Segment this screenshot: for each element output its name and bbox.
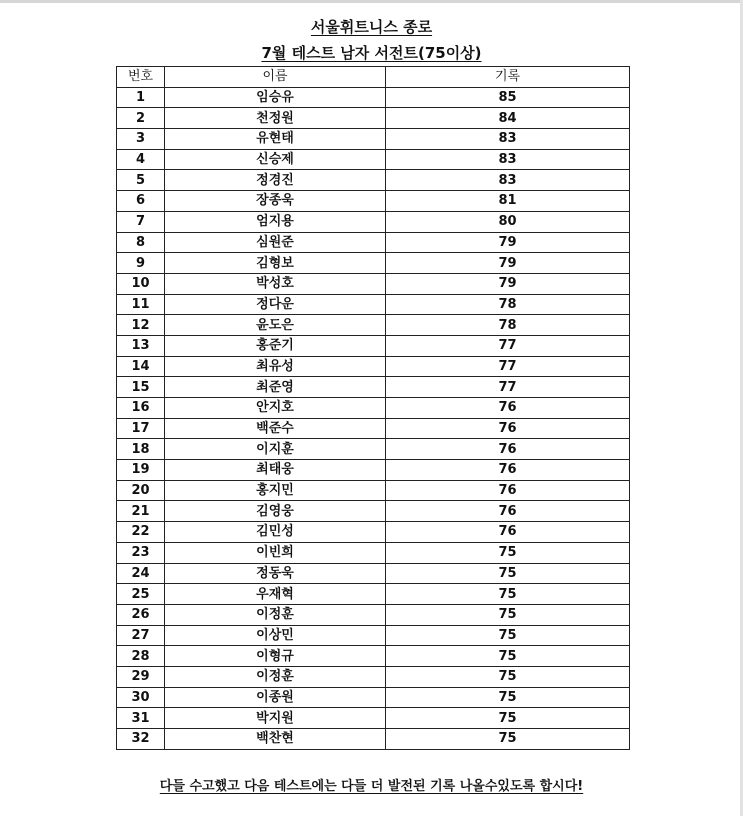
cell-name: 이종원 xyxy=(165,687,386,708)
cell-name: 우재혁 xyxy=(165,584,386,605)
cell-name: 박지원 xyxy=(165,708,386,729)
table-row xyxy=(117,87,630,108)
header-record: 기록 xyxy=(386,67,630,88)
table-row xyxy=(117,646,630,667)
cell-record: 78 xyxy=(386,315,630,336)
cell-number: 16 xyxy=(117,398,165,419)
cell-record: 83 xyxy=(386,129,630,150)
cell-number: 12 xyxy=(117,315,165,336)
table-row xyxy=(117,522,630,543)
document-title-text: 서울휘트니스 종로 xyxy=(310,18,433,36)
cell-record: 79 xyxy=(386,253,630,274)
table-header xyxy=(117,67,630,88)
cell-name: 이상민 xyxy=(165,625,386,646)
cell-number: 11 xyxy=(117,294,165,315)
header-row xyxy=(117,67,630,88)
cell-number: 25 xyxy=(117,584,165,605)
cell-record: 75 xyxy=(386,666,630,687)
cell-number: 9 xyxy=(117,253,165,274)
cell-number: 21 xyxy=(117,501,165,522)
table-row xyxy=(117,480,630,501)
cell-name: 박성호 xyxy=(165,273,386,294)
cell-record: 75 xyxy=(386,542,630,563)
table-row xyxy=(117,273,630,294)
cell-number: 32 xyxy=(117,729,165,750)
table-row xyxy=(117,542,630,563)
cell-number: 23 xyxy=(117,542,165,563)
table-row xyxy=(117,418,630,439)
table-row xyxy=(117,604,630,625)
cell-number: 22 xyxy=(117,522,165,543)
records-table xyxy=(116,66,630,750)
cell-name: 윤도은 xyxy=(165,315,386,336)
table-row xyxy=(117,294,630,315)
cell-record: 76 xyxy=(386,439,630,460)
cell-number: 28 xyxy=(117,646,165,667)
cell-record: 85 xyxy=(386,87,630,108)
cell-name: 유현태 xyxy=(165,129,386,150)
cell-number: 4 xyxy=(117,149,165,170)
cell-number: 8 xyxy=(117,232,165,253)
table-row xyxy=(117,253,630,274)
cell-name: 김형보 xyxy=(165,253,386,274)
cell-name: 이정훈 xyxy=(165,666,386,687)
cell-record: 75 xyxy=(386,729,630,750)
table-row xyxy=(117,708,630,729)
cell-number: 15 xyxy=(117,377,165,398)
cell-name: 천정원 xyxy=(165,108,386,129)
cell-name: 신승제 xyxy=(165,149,386,170)
table-row xyxy=(117,398,630,419)
cell-number: 18 xyxy=(117,439,165,460)
cell-record: 77 xyxy=(386,356,630,377)
table-row xyxy=(117,377,630,398)
cell-number: 29 xyxy=(117,666,165,687)
cell-number: 19 xyxy=(117,460,165,481)
table-row xyxy=(117,170,630,191)
cell-name: 홍준기 xyxy=(165,335,386,356)
document-subtitle xyxy=(0,42,743,63)
cell-number: 10 xyxy=(117,273,165,294)
table-row xyxy=(117,191,630,212)
cell-name: 정경진 xyxy=(165,170,386,191)
table-row xyxy=(117,211,630,232)
table-row xyxy=(117,108,630,129)
cell-record: 84 xyxy=(386,108,630,129)
cell-name: 최태웅 xyxy=(165,460,386,481)
cell-record: 75 xyxy=(386,584,630,605)
cell-name: 심원준 xyxy=(165,232,386,253)
cell-name: 김영웅 xyxy=(165,501,386,522)
cell-name: 백준수 xyxy=(165,418,386,439)
table-row xyxy=(117,315,630,336)
cell-record: 75 xyxy=(386,646,630,667)
cell-record: 75 xyxy=(386,625,630,646)
table-row xyxy=(117,729,630,750)
cell-number: 24 xyxy=(117,563,165,584)
cell-record: 80 xyxy=(386,211,630,232)
cell-record: 75 xyxy=(386,604,630,625)
footer-message-text: 다들 수고했고 다음 테스트에는 다들 더 발전된 기록 나올수있도록 합시다! xyxy=(159,779,584,794)
cell-number: 31 xyxy=(117,708,165,729)
cell-number: 7 xyxy=(117,211,165,232)
table-row xyxy=(117,584,630,605)
cell-record: 81 xyxy=(386,191,630,212)
cell-record: 79 xyxy=(386,273,630,294)
cell-number: 20 xyxy=(117,480,165,501)
cell-number: 5 xyxy=(117,170,165,191)
cell-number: 14 xyxy=(117,356,165,377)
table-row xyxy=(117,335,630,356)
cell-name: 이빈희 xyxy=(165,542,386,563)
cell-name: 엄지용 xyxy=(165,211,386,232)
cell-record: 83 xyxy=(386,149,630,170)
cell-record: 79 xyxy=(386,232,630,253)
cell-name: 최유성 xyxy=(165,356,386,377)
table-row xyxy=(117,625,630,646)
header-name: 이름 xyxy=(165,67,386,88)
header-number: 번호 xyxy=(117,67,165,88)
cell-record: 75 xyxy=(386,687,630,708)
cell-record: 76 xyxy=(386,460,630,481)
cell-record: 75 xyxy=(386,563,630,584)
cell-number: 2 xyxy=(117,108,165,129)
document-subtitle-text: 7월 테스트 남자 서전트(75이상) xyxy=(261,44,482,62)
cell-name: 장종욱 xyxy=(165,191,386,212)
table-row xyxy=(117,232,630,253)
cell-number: 30 xyxy=(117,687,165,708)
cell-number: 1 xyxy=(117,87,165,108)
cell-record: 77 xyxy=(386,335,630,356)
cell-name: 이형규 xyxy=(165,646,386,667)
cell-record: 77 xyxy=(386,377,630,398)
cell-record: 78 xyxy=(386,294,630,315)
cell-name: 이정훈 xyxy=(165,604,386,625)
cell-name: 최준영 xyxy=(165,377,386,398)
document-title xyxy=(0,16,743,37)
table-row xyxy=(117,460,630,481)
cell-record: 76 xyxy=(386,522,630,543)
table-row xyxy=(117,356,630,377)
table-row xyxy=(117,501,630,522)
cell-record: 76 xyxy=(386,480,630,501)
cell-record: 83 xyxy=(386,170,630,191)
cell-record: 75 xyxy=(386,708,630,729)
cell-name: 정다운 xyxy=(165,294,386,315)
cell-number: 13 xyxy=(117,335,165,356)
table-row xyxy=(117,129,630,150)
cell-name: 김민성 xyxy=(165,522,386,543)
cell-number: 17 xyxy=(117,418,165,439)
cell-name: 임승유 xyxy=(165,87,386,108)
cell-number: 27 xyxy=(117,625,165,646)
cell-name: 정동욱 xyxy=(165,563,386,584)
cell-name: 이지훈 xyxy=(165,439,386,460)
table-row xyxy=(117,149,630,170)
table-row xyxy=(117,439,630,460)
cell-record: 76 xyxy=(386,501,630,522)
cell-name: 안지호 xyxy=(165,398,386,419)
footer-message xyxy=(0,775,743,794)
cell-number: 6 xyxy=(117,191,165,212)
table-row xyxy=(117,666,630,687)
cell-record: 76 xyxy=(386,418,630,439)
cell-name: 홍지민 xyxy=(165,480,386,501)
table-row xyxy=(117,687,630,708)
table-row xyxy=(117,563,630,584)
table-body xyxy=(117,87,630,749)
page-edge xyxy=(0,0,743,3)
cell-number: 3 xyxy=(117,129,165,150)
cell-number: 26 xyxy=(117,604,165,625)
cell-record: 76 xyxy=(386,398,630,419)
cell-name: 백찬현 xyxy=(165,729,386,750)
